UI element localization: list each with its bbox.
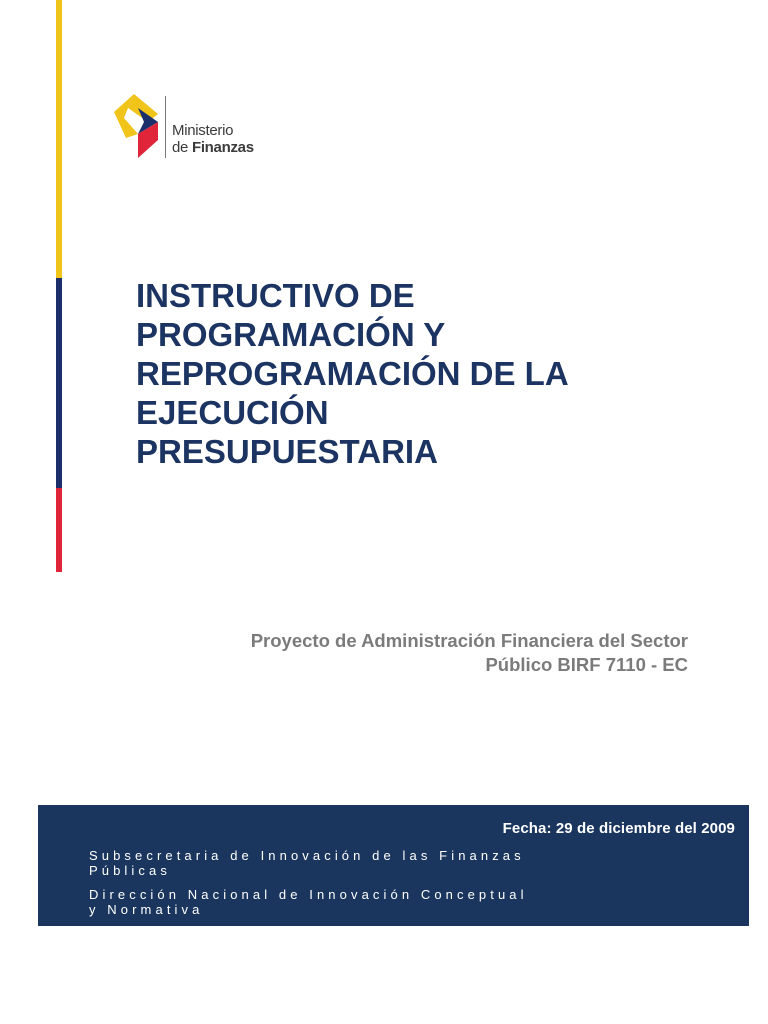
subtitle-line: Proyecto de Administración Financiera del Sector bbox=[250, 630, 688, 651]
document-title bbox=[136, 276, 696, 471]
logo-wordmark bbox=[172, 122, 254, 156]
accent-stripe-red bbox=[56, 488, 62, 572]
title-line: EJECUCIÓN bbox=[136, 394, 329, 431]
logo-divider bbox=[165, 96, 166, 158]
title-line: PROGRAMACIÓN Y bbox=[136, 316, 446, 353]
subtitle-line: Público BIRF 7110 - EC bbox=[485, 654, 688, 675]
dept-line: y Normativa bbox=[89, 902, 204, 917]
project-subtitle bbox=[128, 629, 688, 677]
ministry-emblem-icon bbox=[114, 94, 160, 158]
document-date: Fecha: 29 de diciembre del 2009 bbox=[502, 820, 735, 837]
footer-banner bbox=[38, 805, 749, 926]
logo-line-1: Ministerio bbox=[172, 122, 234, 139]
title-line: REPROGRAMACIÓN DE LA bbox=[136, 355, 569, 392]
subsecretariat-name bbox=[89, 848, 559, 878]
ministry-logo bbox=[114, 94, 274, 160]
dept-line: Públicas bbox=[89, 863, 171, 878]
accent-stripe-blue bbox=[56, 278, 62, 488]
title-line: PRESUPUESTARIA bbox=[136, 433, 438, 470]
dept-line: Subsecretaria de Innovación de las Finanzas bbox=[89, 848, 525, 863]
title-line: INSTRUCTIVO DE bbox=[136, 277, 415, 314]
directorate-name bbox=[89, 887, 559, 917]
dept-line: Dirección Nacional de Innovación Conceptual bbox=[89, 887, 528, 902]
accent-stripe-yellow bbox=[56, 0, 62, 278]
logo-line-2: de Finanzas bbox=[172, 139, 254, 156]
